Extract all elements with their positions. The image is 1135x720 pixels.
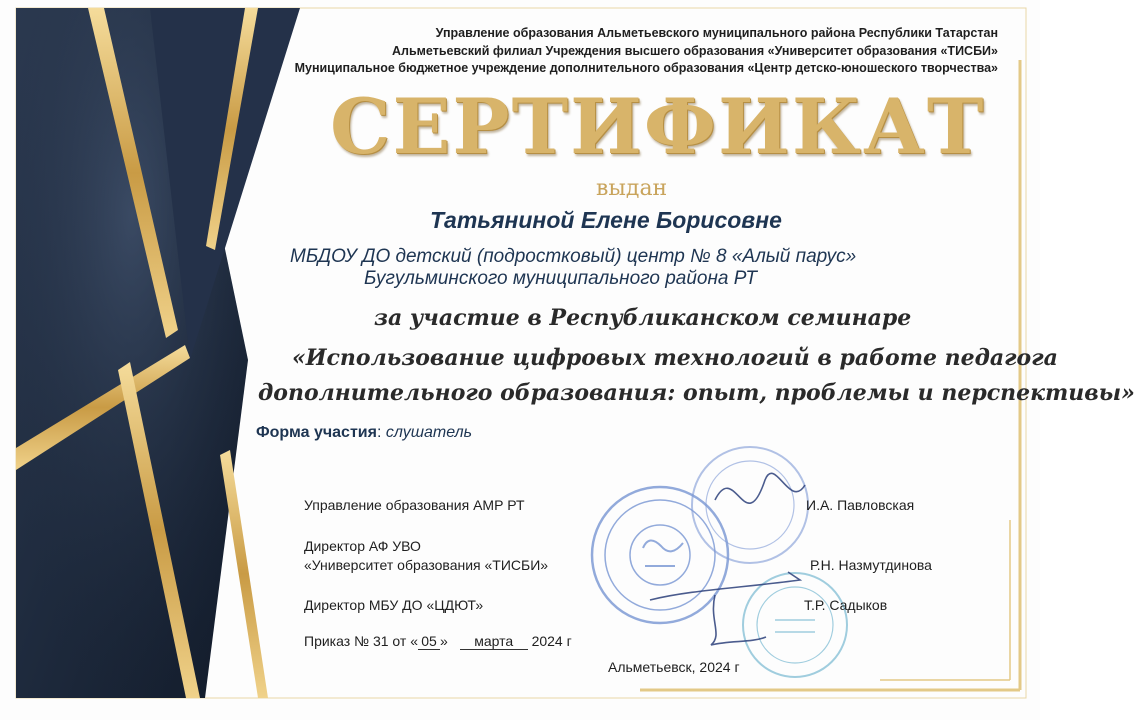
signatory-3-org: Директор МБУ ДО «ЦДЮТ» [304,597,484,613]
order-line [304,633,572,650]
signatory-1-name: И.А. Павловская [806,497,915,513]
order-year: 2024 г [531,633,572,649]
signatory-3-name: Т.Р. Садыков [804,597,888,613]
participation-reason: за участие в Республиканском семинаре [374,305,912,331]
signatory-2-name: Р.Н. Назмутдинова [810,557,932,573]
order-day-close: » [439,633,448,649]
participation-form-label: Форма участия [256,424,377,441]
place-and-date: Альметьевск, 2024 г [608,659,740,675]
order-day: 05 [418,633,440,650]
seminar-title-line-1: «Использование цифровых технологий в работе педагога [292,345,1058,371]
institution-line-1: МБДОУ ДО детский (подростковый) центр № 8 «Алый парус» [290,246,857,267]
signatory-2-org-line-1: Директор АФ УВО [304,538,421,554]
header-line-1: Управление образования Альметьевского муниципального района Республики Татарстан [435,26,998,40]
recipient-name: Татьяниной Елене Борисовне [430,207,782,233]
order-month: марта [460,633,528,650]
issued-label: выдан [596,176,668,201]
seminar-title-line-2: дополнительного образования: опыт, проблемы и перспективы» [258,380,1135,406]
order-prefix: Приказ № 31 от « [304,633,418,649]
header-line-2: Альметьевский филиал Учреждения высшего образования «Университет образования «ТИСБИ» [392,44,998,58]
signatory-2-org-line-2: «Университет образования «ТИСБИ» [304,557,549,573]
institution-line-2: Бугульминского муниципального района РТ [364,268,757,289]
header-line-3: Муниципальное бюджетное учреждение дополнительного образования «Центр детско-юношеского творчества» [294,61,998,75]
participation-form-value: слушатель [385,424,473,441]
certificate-title: СЕРТИФИКАТ [330,82,986,171]
participation-form [256,424,472,442]
signatory-1-org: Управление образования АМР РТ [304,497,525,513]
participation-form-colon: : [376,424,382,441]
